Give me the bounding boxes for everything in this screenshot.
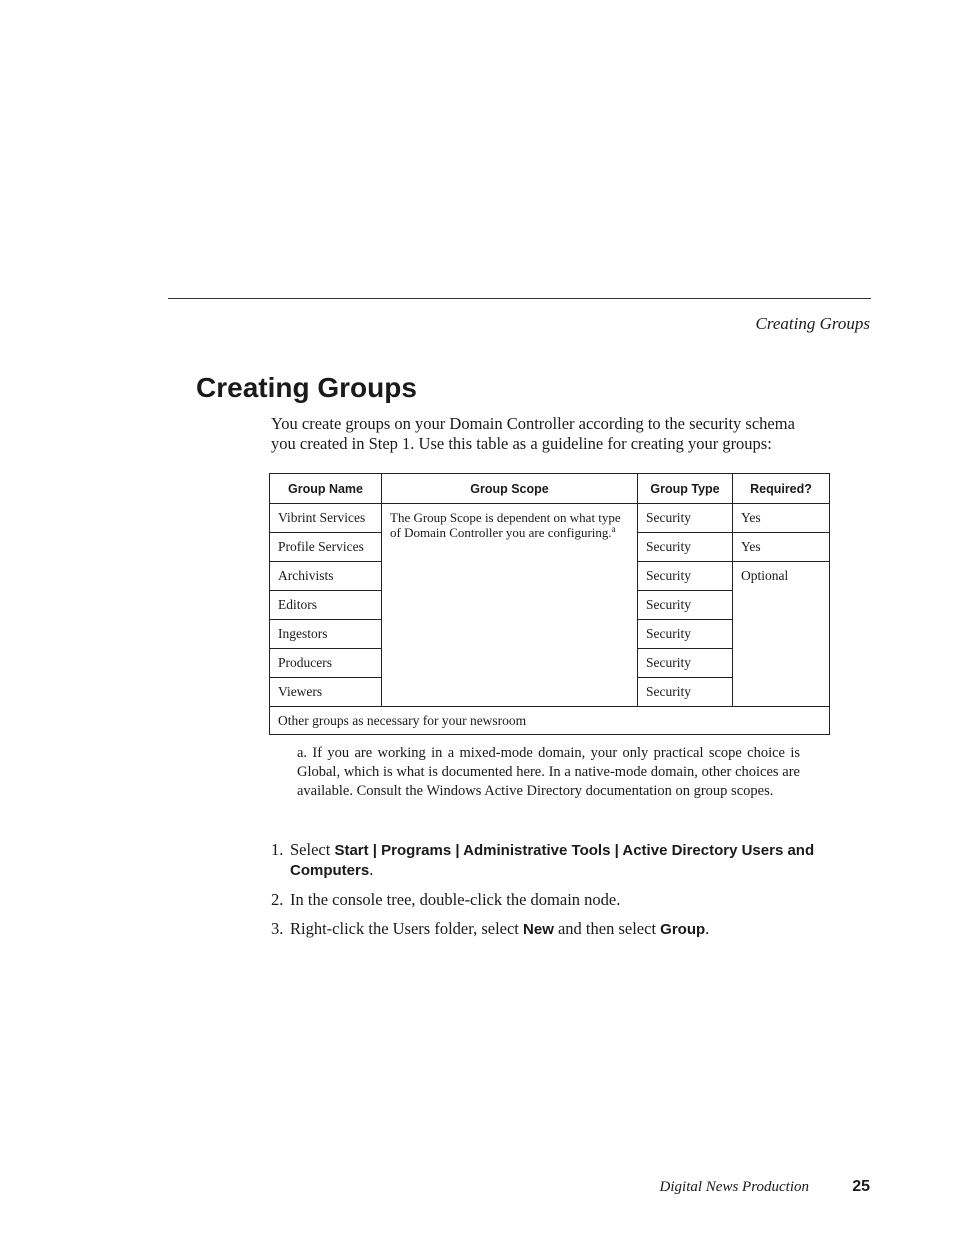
step-item [271, 890, 816, 909]
group-name-cell: Editors [270, 591, 382, 620]
step-number: 3. [271, 919, 284, 938]
header-group-scope: Group Scope [382, 474, 638, 504]
other-groups-cell: Other groups as necessary for your newsroom [270, 707, 830, 735]
footnote-marker: a [611, 524, 616, 534]
header-group-type: Group Type [638, 474, 733, 504]
table-footnote: a. If you are working in a mixed-mode domain, your only practical scope choice is Global, which is what is documented here. In a native-mode domain, other choices are available. Consult the Windows Active Directory documentation on group scopes. [297, 745, 800, 799]
table-header-row [270, 474, 830, 504]
header-group-name: Group Name [270, 474, 382, 504]
table-row [270, 504, 830, 533]
groups-table [269, 473, 830, 735]
required-cell: Yes [733, 533, 830, 562]
step-text: Right-click the Users folder, select [290, 919, 524, 938]
command-group: Group [660, 921, 706, 938]
group-name-cell: Profile Services [270, 533, 382, 562]
group-name-cell: Ingestors [270, 620, 382, 649]
group-type-cell: Security [638, 620, 733, 649]
group-type-cell: Security [638, 649, 733, 678]
step-text: . [369, 860, 374, 879]
steps-list [271, 840, 816, 949]
menu-path: Start | Programs | Administrative Tools | Active Directory Users and Computers [290, 842, 815, 879]
group-type-cell: Security [638, 562, 733, 591]
step-text: In the console tree, double-click the domain node. [290, 890, 621, 909]
group-type-cell: Security [638, 533, 733, 562]
group-type-cell: Security [638, 591, 733, 620]
table-row-other [270, 707, 830, 735]
intro-paragraph: You create groups on your Domain Controller according to the security schema you created in Step 1. Use this table as a guideline for creating your groups: [271, 414, 795, 453]
required-cell: Yes [733, 504, 830, 533]
required-cell: Optional [733, 562, 830, 707]
step-text: . [705, 919, 710, 938]
page-title: Creating Groups [196, 372, 417, 403]
step-number: 1. [271, 840, 284, 859]
step-number: 2. [271, 890, 284, 909]
running-head: Creating Groups [755, 314, 870, 333]
command-new: New [523, 921, 554, 938]
header-required: Required? [733, 474, 830, 504]
group-name-cell: Producers [270, 649, 382, 678]
step-item [271, 919, 816, 939]
group-name-cell: Vibrint Services [270, 504, 382, 533]
page-number: 25 [852, 1178, 870, 1195]
step-text: and then select [553, 919, 661, 938]
group-name-cell: Viewers [270, 678, 382, 707]
group-name-cell: Archivists [270, 562, 382, 591]
group-type-cell: Security [638, 678, 733, 707]
group-scope-cell [382, 504, 638, 707]
step-text: Select [290, 840, 335, 859]
scope-note: The Group Scope is dependent on what type of Domain Controller you are configuring. [390, 510, 621, 540]
group-type-cell: Security [638, 504, 733, 533]
footer-book-title: Digital News Production [659, 1179, 809, 1195]
header-rule [168, 298, 871, 299]
step-item [271, 840, 816, 880]
